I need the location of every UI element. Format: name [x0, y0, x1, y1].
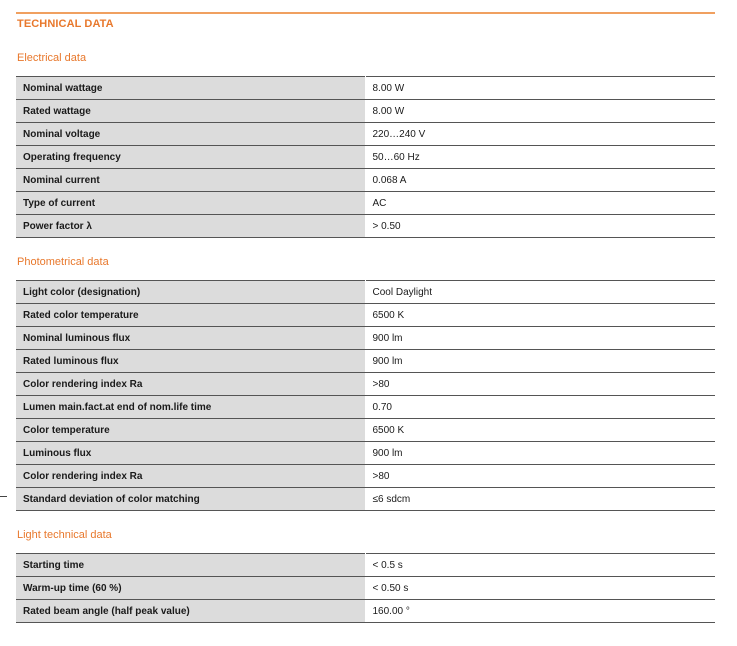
spec-label: Nominal voltage: [16, 123, 365, 146]
spec-label: Rated wattage: [16, 100, 365, 123]
spec-label: Light color (designation): [16, 281, 365, 304]
spec-label: Color rendering index Ra: [16, 465, 365, 488]
table-row: [16, 373, 715, 396]
spec-label: Operating frequency: [16, 146, 365, 169]
table-row: [16, 169, 715, 192]
table-row: [16, 100, 715, 123]
spec-value: AC: [365, 192, 715, 215]
spec-value: 6500 K: [365, 419, 715, 442]
spec-value: 50…60 Hz: [365, 146, 715, 169]
table-row: [16, 192, 715, 215]
spec-label: Standard deviation of color matching: [16, 488, 365, 511]
table-row: [16, 442, 715, 465]
light-technical-data-table: [16, 553, 715, 623]
table-row: [16, 146, 715, 169]
spec-value: 900 lm: [365, 327, 715, 350]
spec-value: Cool Daylight: [365, 281, 715, 304]
table-row: [16, 600, 715, 623]
spec-value: 0.068 A: [365, 169, 715, 192]
spec-label: Starting time: [16, 554, 365, 577]
spec-value: > 0.50: [365, 215, 715, 238]
section-title-photometrical: Photometrical data: [17, 256, 109, 268]
table-row: [16, 488, 715, 511]
photometrical-data-rows: [16, 281, 715, 511]
electrical-data-rows: [16, 77, 715, 238]
spec-label: Lumen main.fact.at end of nom.life time: [16, 396, 365, 419]
section-title-electrical: Electrical data: [17, 52, 87, 64]
spec-value: ≤6 sdcm: [365, 488, 715, 511]
light-technical-data-rows: [16, 554, 715, 623]
spec-label: Nominal wattage: [16, 77, 365, 100]
electrical-data-table: [16, 76, 715, 238]
spec-label: Warm-up time (60 %): [16, 577, 365, 600]
spec-value: 160.00 °: [365, 600, 715, 623]
spec-value: < 0.50 s: [365, 577, 715, 600]
spec-label: Type of current: [16, 192, 365, 215]
page-title: TECHNICAL DATA: [17, 18, 114, 30]
spec-label: Luminous flux: [16, 442, 365, 465]
spec-label: Color rendering index Ra: [16, 373, 365, 396]
spec-value: >80: [365, 465, 715, 488]
spec-value: 220…240 V: [365, 123, 715, 146]
spec-label: Nominal current: [16, 169, 365, 192]
table-row: [16, 77, 715, 100]
table-row: [16, 327, 715, 350]
spec-value: 0.70: [365, 396, 715, 419]
spec-label: Rated color temperature: [16, 304, 365, 327]
spec-label: Rated beam angle (half peak value): [16, 600, 365, 623]
table-row: [16, 465, 715, 488]
spec-value: 900 lm: [365, 442, 715, 465]
table-row: [16, 419, 715, 442]
margin-tick-mark: [0, 496, 7, 497]
section-title-light-technical: Light technical data: [17, 529, 112, 541]
spec-value: < 0.5 s: [365, 554, 715, 577]
spec-value: 8.00 W: [365, 100, 715, 123]
spec-label: Rated luminous flux: [16, 350, 365, 373]
table-row: [16, 577, 715, 600]
spec-value: >80: [365, 373, 715, 396]
photometrical-data-table: [16, 280, 715, 511]
table-row: [16, 304, 715, 327]
table-row: [16, 396, 715, 419]
table-row: [16, 350, 715, 373]
top-divider: [16, 12, 715, 14]
table-row: [16, 554, 715, 577]
spec-label: Power factor λ: [16, 215, 365, 238]
table-row: [16, 281, 715, 304]
spec-value: 8.00 W: [365, 77, 715, 100]
spec-value: 6500 K: [365, 304, 715, 327]
spec-label: Nominal luminous flux: [16, 327, 365, 350]
table-row: [16, 123, 715, 146]
table-row: [16, 215, 715, 238]
spec-value: 900 lm: [365, 350, 715, 373]
spec-label: Color temperature: [16, 419, 365, 442]
